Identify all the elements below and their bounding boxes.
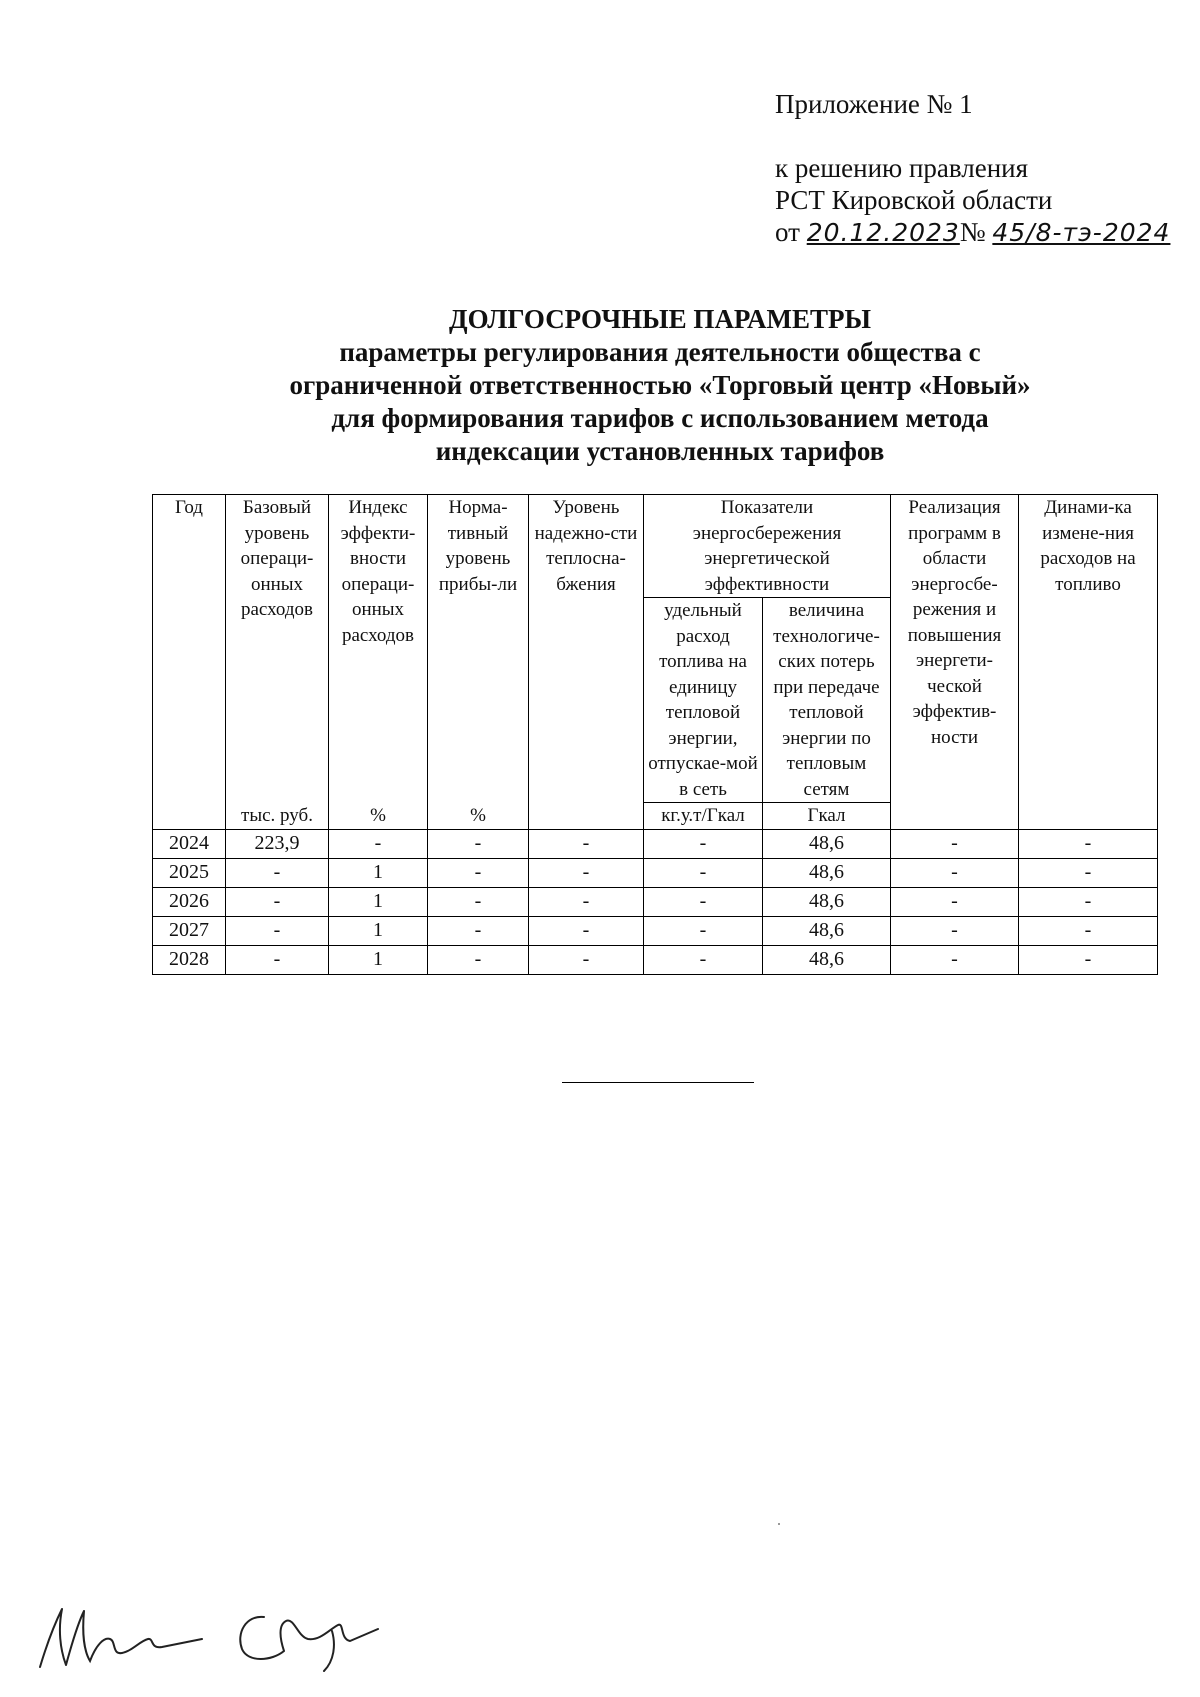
heading-line-1: параметры регулирования деятельности общества с <box>339 337 981 367</box>
appendix-date-line <box>775 216 1170 249</box>
unit-efficiency-index: % <box>329 803 428 830</box>
table-cell: - <box>1019 829 1158 858</box>
table-cell: 48,6 <box>763 916 891 945</box>
table-cell: 48,6 <box>763 858 891 887</box>
unit-losses: Гкал <box>763 803 891 830</box>
heading-line-2: ограниченной ответственностью «Торговый центр «Новый» <box>289 370 1031 400</box>
header-reliability: Уровень надежно-сти теплосна-бжения <box>529 495 644 830</box>
parameters-table <box>152 494 1158 975</box>
table-cell: - <box>891 945 1019 974</box>
table-cell: 2028 <box>153 945 226 974</box>
header-energy-saving-group: Показатели энергосбережения энергетической эффективности <box>644 495 891 598</box>
table-cell: - <box>428 887 529 916</box>
header-year: Год <box>153 495 226 830</box>
table-row <box>153 945 1158 974</box>
handwritten-signatures <box>32 1595 392 1675</box>
appendix-line-1: к решению правления <box>775 153 1029 183</box>
table-cell: - <box>529 887 644 916</box>
table-cell: - <box>226 887 329 916</box>
heading-title: ДОЛГОСРОЧНЫЕ ПАРАМЕТРЫ <box>449 304 871 334</box>
table-cell: - <box>644 916 763 945</box>
table-cell: - <box>644 887 763 916</box>
table-cell: 2026 <box>153 887 226 916</box>
table-cell: - <box>329 829 428 858</box>
decision-number: 45/8-тэ-2024 <box>992 218 1171 247</box>
table-cell: 1 <box>329 945 428 974</box>
table-cell: 2025 <box>153 858 226 887</box>
table-cell: - <box>891 829 1019 858</box>
heading-line-4: индексации установленных тарифов <box>435 436 885 466</box>
table-cell: - <box>1019 916 1158 945</box>
header-normative-profit: Норма-тивный уровень прибы-ли <box>428 495 529 803</box>
table-cell: - <box>428 858 529 887</box>
header-fuel-dynamics: Динами-ка измене-ния расходов на топливо <box>1019 495 1158 830</box>
table-cell: - <box>644 858 763 887</box>
table-cell: 48,6 <box>763 945 891 974</box>
table-cell: - <box>428 916 529 945</box>
document-heading <box>150 303 1170 468</box>
number-sign: № <box>959 217 986 247</box>
from-prefix: от <box>775 217 800 247</box>
table-cell: - <box>891 887 1019 916</box>
table-cell: 48,6 <box>763 887 891 916</box>
header-losses: величина технологиче-ских потерь при передаче тепловой энергии по тепловым сетям <box>763 598 891 803</box>
table-row <box>153 829 1158 858</box>
end-divider <box>562 1082 754 1083</box>
appendix-line-2: РСТ Кировской области <box>775 185 1053 215</box>
table-cell: 1 <box>329 916 428 945</box>
table-cell: 2024 <box>153 829 226 858</box>
table-cell: - <box>529 916 644 945</box>
header-programs: Реализация программ в области энергосбе-режения и повышения энергети-ческой эффектив-ности <box>891 495 1019 830</box>
header-base-level: Базовый уровень операци-онных расходов <box>226 495 329 803</box>
appendix-title: Приложение № 1 <box>775 89 973 119</box>
table-cell: - <box>891 916 1019 945</box>
table-cell: 223,9 <box>226 829 329 858</box>
table-row <box>153 916 1158 945</box>
table-cell: 1 <box>329 887 428 916</box>
table-cell: - <box>428 945 529 974</box>
header-efficiency-index: Индекс эффекти-вности операци-онных расходов <box>329 495 428 803</box>
table-cell: - <box>1019 858 1158 887</box>
table-row <box>153 887 1158 916</box>
table-cell: - <box>1019 945 1158 974</box>
table-cell: - <box>226 945 329 974</box>
table-cell: 48,6 <box>763 829 891 858</box>
table-cell: - <box>529 829 644 858</box>
decision-date: 20.12.2023 <box>806 218 960 247</box>
table-cell: - <box>428 829 529 858</box>
unit-base-level: тыс. руб. <box>226 803 329 830</box>
table-cell: - <box>644 945 763 974</box>
unit-normative-profit: % <box>428 803 529 830</box>
table-cell: - <box>226 858 329 887</box>
table-cell: - <box>644 829 763 858</box>
scan-speck <box>778 1523 780 1525</box>
heading-line-3: для формирования тарифов с использованием метода <box>331 403 989 433</box>
table-row <box>153 858 1158 887</box>
table-cell: - <box>529 858 644 887</box>
table-cell: - <box>891 858 1019 887</box>
table-cell: 2027 <box>153 916 226 945</box>
table-cell: 1 <box>329 858 428 887</box>
table-cell: - <box>529 945 644 974</box>
unit-fuel-consumption: кг.у.т/Гкал <box>644 803 763 830</box>
table-body <box>153 829 1158 974</box>
appendix-block <box>775 88 1170 249</box>
table-cell: - <box>1019 887 1158 916</box>
header-fuel-consumption: удельный расход топлива на единицу тепловой энергии, отпускае-мой в сеть <box>644 598 763 803</box>
table-cell: - <box>226 916 329 945</box>
